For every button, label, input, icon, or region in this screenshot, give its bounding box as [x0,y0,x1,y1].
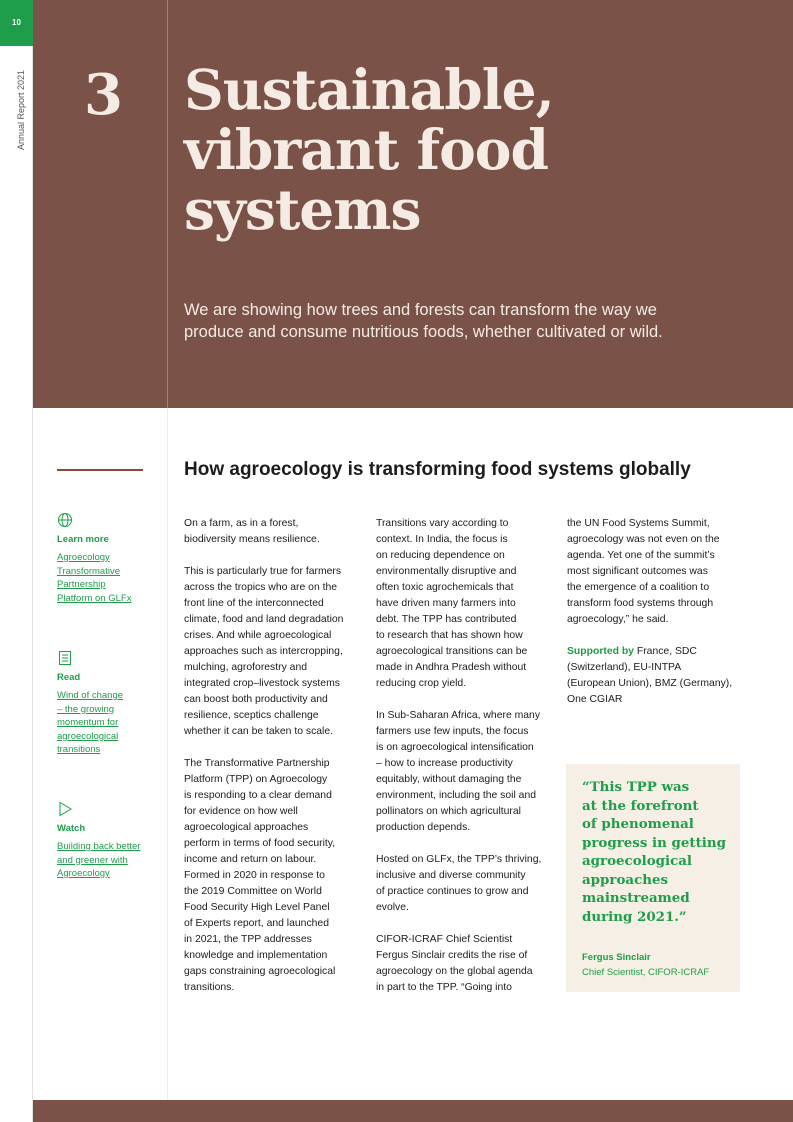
document-icon [57,650,73,666]
page-number: 10 [0,0,33,46]
paragraph: Transitions vary according to context. In India, the focus is on reducing dependence on environmentally disruptive and often toxic agrochemicals that have driven many farmers into debt. The TPP has contributed to research that has shown how agroecological transitions can be made in Andhra Pradesh without reducing crop yield. [376,518,528,689]
article-column-1 [184,516,359,1012]
sidebar-learn-more [57,512,152,605]
chapter-title: Sustainable, vibrant food systems [184,57,554,242]
quote-author: Fergus Sinclair [582,952,651,963]
sidebar-read [57,650,152,757]
paragraph: CIFOR-ICRAF Chief Scientist Fergus Sinclair credits the rise of agroecology on the global agenda in part to the TPP. “Going into [376,934,533,993]
read-heading: Read [57,672,81,683]
watch-heading: Watch [57,823,86,834]
content-divider [167,408,168,1100]
read-link[interactable]: Wind of change – the growing momentum for agroecological transitions [57,690,124,755]
chapter-number: 3 [84,62,123,128]
globe-icon [57,512,73,528]
hero-divider [167,0,168,408]
paragraph: Hosted on GLFx, the TPP’s thriving, inclusive and diverse community of practice continues to grow and evolve. [376,854,542,913]
article-column-2 [376,516,551,1012]
learn-more-link[interactable]: Agroecology Transformative Partnership Platform on GLFx [57,552,132,604]
footer-bar [33,1100,793,1122]
chapter-subtitle: We are showing how trees and forests can transform the way we produce and consume nutritious foods, whether cultivated or wild. [184,301,663,341]
paragraph: In Sub-Saharan Africa, where many farmers use few inputs, the focus is on agroecological intensification – how to increase productivity equitably, without damaging the environment, including the soil and pollinators on which agricultural production depends. [376,710,541,833]
supported-by-label: Supported by [567,646,634,657]
play-icon [57,801,73,817]
learn-more-heading: Learn more [57,534,109,545]
report-side-label: Annual Report 2021 [16,69,26,150]
watch-link[interactable]: Building back better and greener with Agroecology [57,841,141,879]
supported-by [567,644,742,708]
paragraph: the UN Food Systems Summit, agroecology was not even on the agenda. Yet one of the summit’s most significant outcomes was the emergence of a coalition to transform food systems through agroecology,” he said. [567,518,720,625]
paragraph: This is particularly true for farmers across the tropics who are on the front line of the interconnected climate, food and land degradation crises. And while agroecological approaches such as intercropping, mulching, agroforestry and integrated crop–livestock systems can boost both productivity and resilience, sceptics challenge whether it can be taken to scale. [184,566,344,737]
supported-by-text: France, SDC (Switzerland), EU-INTPA (European Union), BMZ (Germany), One CGIAR [567,646,733,705]
section-heading: How agroecology is transforming food systems globally [184,459,691,480]
pull-quote-box [566,764,740,992]
paragraph: The Transformative Partnership Platform (TPP) on Agroecology is responding to a clear demand for evidence on how well agroecological approaches perform in terms of food security, income and return on labour. Formed in 2020 in response to the 2019 Committee on World Food Security High Level Panel of Experts report, and launched in 2021, the TPP addresses knowledge and implementation gaps constraining agroecological transitions. [184,758,336,993]
sidebar-watch [57,801,152,881]
quote-author-role: Chief Scientist, CIFOR-ICRAF [582,967,710,978]
paragraph: On a farm, as in a forest, biodiversity means resilience. [184,518,320,545]
pull-quote-text: “This TPP was at the forefront of phenomenal progress in getting agroecological approaches mainstreamed during 2021.” [582,779,726,925]
article-column-3 [567,516,742,724]
sidebar-rule [57,469,143,471]
